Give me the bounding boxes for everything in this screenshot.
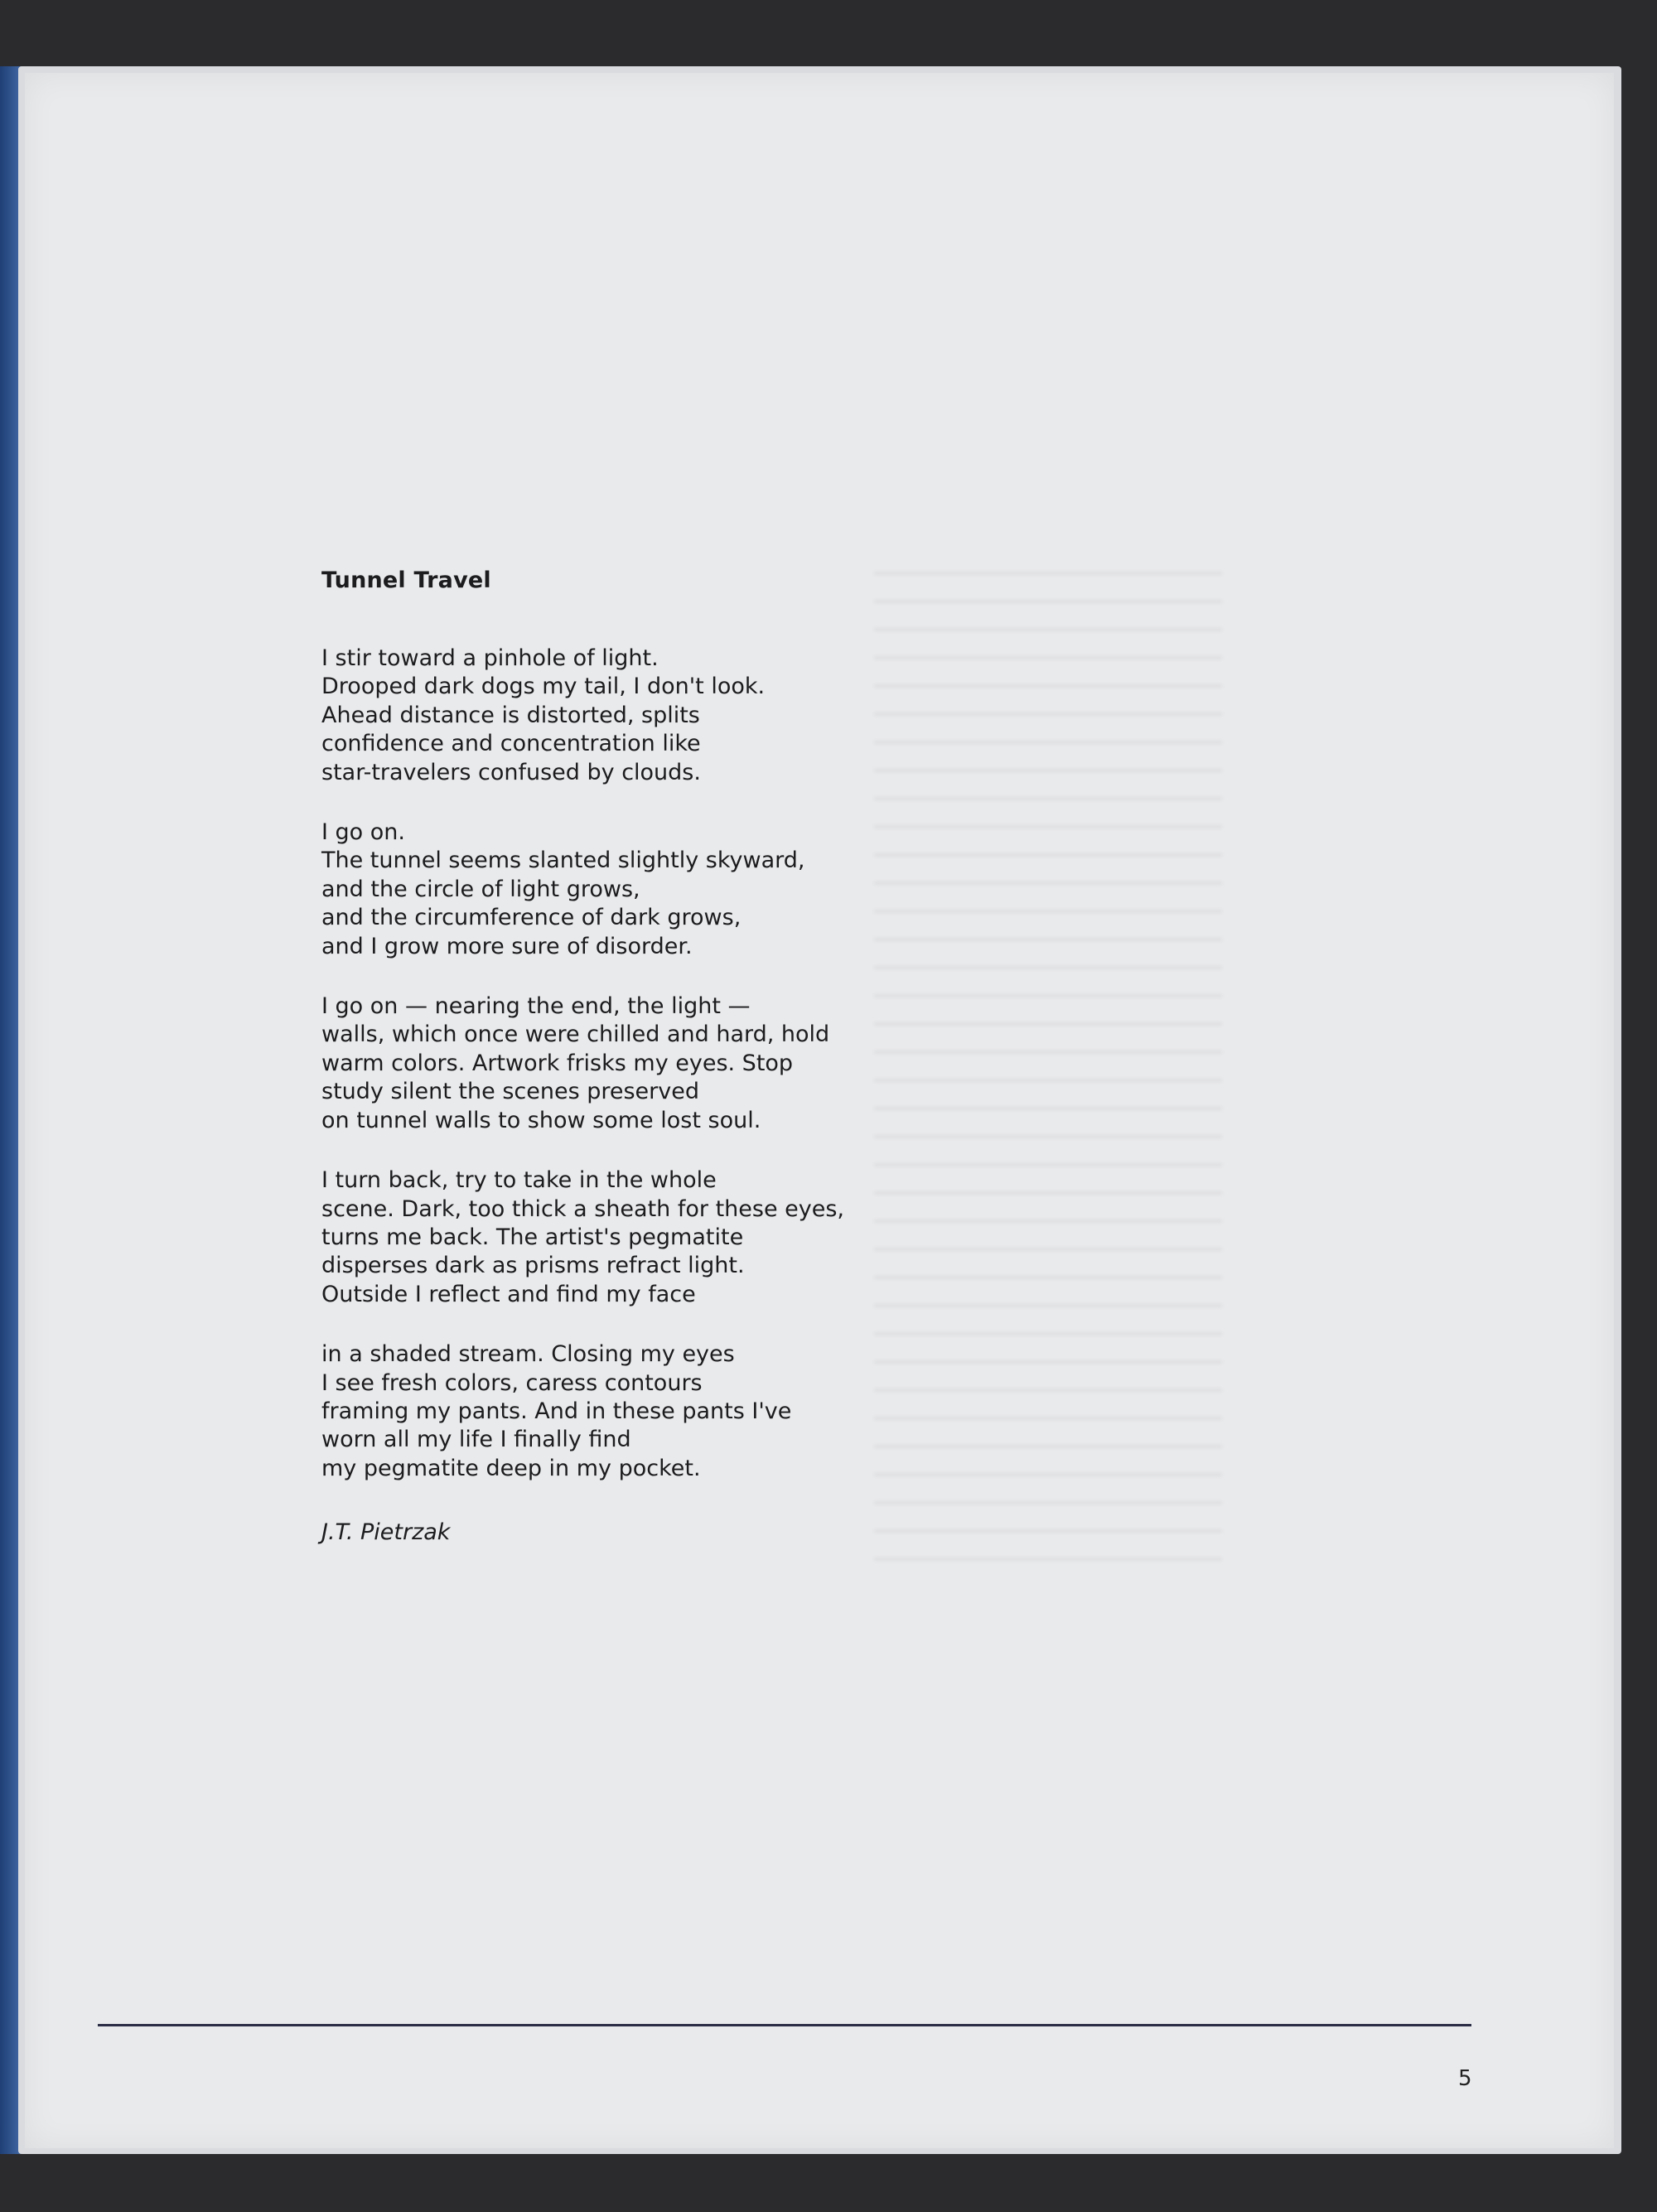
poem-author: J.T. Pietrzak — [321, 1519, 451, 1546]
stanza-4 — [321, 1166, 951, 1309]
stanza-2 — [321, 819, 951, 961]
poem-line: framing my pants. And in these pants I've — [321, 1398, 792, 1424]
poem-line: I go on — nearing the end, the light — — [321, 993, 751, 1020]
poem-line: study silent the scenes preserved — [321, 1079, 699, 1105]
poem-line: Outside I reflect and find my face — [321, 1281, 696, 1307]
poem-line: I see fresh colors, caress contours — [321, 1369, 703, 1396]
poem-line: on tunnel walls to show some lost soul. — [321, 1107, 761, 1133]
stanza-5 — [321, 1340, 951, 1483]
poem-line: in a shaded stream. Closing my eyes — [321, 1341, 735, 1368]
poem-line: I stir toward a pinhole of light. — [321, 645, 659, 671]
page-number: 5 — [1458, 2066, 1472, 2091]
poem-line: I turn back, try to take in the whole — [321, 1167, 717, 1194]
poem-line: my pegmatite deep in my pocket. — [321, 1455, 701, 1481]
poem — [321, 567, 951, 1545]
poem-line: warm colors. Artwork frisks my eyes. Stop — [321, 1050, 794, 1076]
poem-line: and the circumference of dark grows, — [321, 905, 742, 931]
poem-line: I go on. — [321, 819, 405, 846]
poem-line: confidence and concentration like — [321, 731, 701, 757]
stanza-3 — [321, 993, 951, 1135]
poem-line: Drooped dark dogs my tail, I don't look. — [321, 674, 766, 700]
poem-line: walls, which once were chilled and hard, hold — [321, 1021, 830, 1048]
poem-title: Tunnel Travel — [321, 567, 491, 593]
poem-line: Ahead distance is distorted, splits — [321, 702, 700, 728]
poem-line: and I grow more sure of disorder. — [321, 933, 693, 959]
poem-line: The tunnel seems slanted slightly skyward, — [321, 848, 805, 874]
poem-line: worn all my life I finally find — [321, 1427, 631, 1453]
poem-line: disperses dark as prisms refract light. — [321, 1253, 745, 1279]
footer-rule — [98, 2024, 1471, 2026]
poem-line: turns me back. The artist's pegmatite — [321, 1224, 744, 1250]
stanza-1 — [321, 645, 951, 787]
poem-line: and the circle of light grows, — [321, 876, 640, 902]
poem-line: scene. Dark, too thick a sheath for these eyes, — [321, 1195, 844, 1222]
poem-line: star-travelers confused by clouds. — [321, 759, 701, 785]
